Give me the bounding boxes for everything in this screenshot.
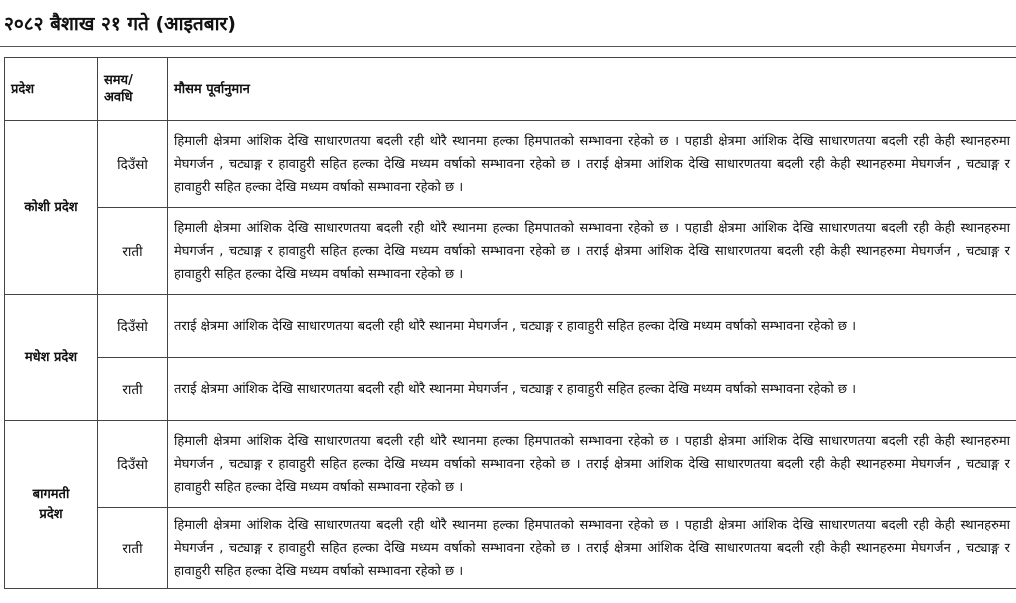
table-row	[5, 508, 1016, 589]
period-cell: दिउँसो	[98, 295, 168, 358]
header-period-line2: अवधि	[104, 90, 133, 105]
forecast-table	[4, 57, 1016, 589]
table-row	[5, 421, 1016, 508]
header-forecast: मौसम पूर्वानुमान	[168, 58, 1016, 121]
province-name-line2: प्रदेश	[39, 506, 63, 522]
province-cell: मधेश प्रदेश	[5, 295, 98, 421]
forecast-text: हिमाली क्षेत्रमा आंशिक देखि साधारणतया बदली रही थोरै स्थानमा हल्का हिमपातको सम्भावना रहेको छ । पहाडी क्षेत्रमा आंशिक देखि साधारणतया बदली रही केही स्थानहरुमा मेघगर्जन , चट्याङ्ग र हावाहुरी सहित हल्का देखि मध्यम वर्षाको सम्भावना रहेको छ । तराई क्षेत्रमा आंशिक देखि साधारणतया बदली रही केही स्थानहरुमा मेघगर्जन , चट्याङ्ग र हावाहुरी सहित हल्का देखि मध्यम वर्षाको सम्भावना रहेको छ ।	[168, 508, 1016, 589]
province-name-line1: बागमती	[32, 486, 70, 502]
forecast-text: तराई क्षेत्रमा आंशिक देखि साधारणतया बदली रही थोरै स्थानमा मेघगर्जन , चट्याङ्ग र हावाहुरी सहित हल्का देखि मध्यम वर्षाको सम्भावना रहेको छ ।	[168, 358, 1016, 421]
header-province: प्रदेश	[5, 58, 98, 121]
period-cell: राती	[98, 208, 168, 295]
header-period-line1: समय/	[104, 73, 133, 88]
table-row	[5, 295, 1016, 358]
period-cell: राती	[98, 358, 168, 421]
province-cell	[5, 421, 98, 589]
table-header-row	[5, 58, 1016, 121]
province-cell: कोशी प्रदेश	[5, 121, 98, 295]
period-cell: दिउँसो	[98, 121, 168, 208]
period-cell: दिउँसो	[98, 421, 168, 508]
forecast-text: हिमाली क्षेत्रमा आंशिक देखि साधारणतया बदली रही थोरै स्थानमा हल्का हिमपातको सम्भावना रहेको छ । पहाडी क्षेत्रमा आंशिक देखि साधारणतया बदली रही केही स्थानहरुमा मेघगर्जन , चट्याङ्ग र हावाहुरी सहित हल्का देखि मध्यम वर्षाको सम्भावना रहेको छ । तराई क्षेत्रमा आंशिक देखि साधारणतया बदली रही केही स्थानहरुमा मेघगर्जन , चट्याङ्ग र हावाहुरी सहित हल्का देखि मध्यम वर्षाको सम्भावना रहेको छ ।	[168, 208, 1016, 295]
header-period	[98, 58, 168, 121]
forecast-text: तराई क्षेत्रमा आंशिक देखि साधारणतया बदली रही थोरै स्थानमा मेघगर्जन , चट्याङ्ग र हावाहुरी सहित हल्का देखि मध्यम वर्षाको सम्भावना रहेको छ ।	[168, 295, 1016, 358]
title-divider	[0, 46, 1016, 47]
table-row	[5, 358, 1016, 421]
forecast-text: हिमाली क्षेत्रमा आंशिक देखि साधारणतया बदली रही थोरै स्थानमा हल्का हिमपातको सम्भावना रहेको छ । पहाडी क्षेत्रमा आंशिक देखि साधारणतया बदली रही केही स्थानहरुमा मेघगर्जन , चट्याङ्ग र हावाहुरी सहित हल्का देखि मध्यम वर्षाको सम्भावना रहेको छ । तराई क्षेत्रमा आंशिक देखि साधारणतया बदली रही केही स्थानहरुमा मेघगर्जन , चट्याङ्ग र हावाहुरी सहित हल्का देखि मध्यम वर्षाको सम्भावना रहेको छ ।	[168, 421, 1016, 508]
table-row	[5, 121, 1016, 208]
period-cell: राती	[98, 508, 168, 589]
table-row	[5, 208, 1016, 295]
forecast-text: हिमाली क्षेत्रमा आंशिक देखि साधारणतया बदली रही थोरै स्थानमा हल्का हिमपातको सम्भावना रहेको छ । पहाडी क्षेत्रमा आंशिक देखि साधारणतया बदली रही केही स्थानहरुमा मेघगर्जन , चट्याङ्ग र हावाहुरी सहित हल्का देखि मध्यम वर्षाको सम्भावना रहेको छ । तराई क्षेत्रमा आंशिक देखि साधारणतया बदली रही केही स्थानहरुमा मेघगर्जन , चट्याङ्ग र हावाहुरी सहित हल्का देखि मध्यम वर्षाको सम्भावना रहेको छ ।	[168, 121, 1016, 208]
page-title: २०८२ बैशाख २१ गते (आइतबार)	[4, 13, 236, 35]
